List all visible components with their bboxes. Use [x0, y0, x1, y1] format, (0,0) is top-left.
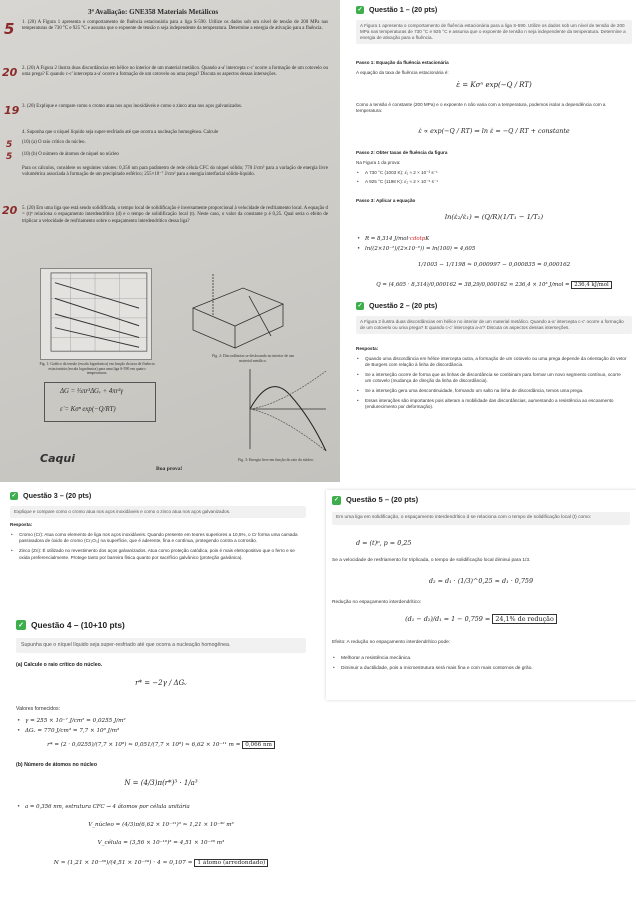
list-item: • Se a interseção gera uma descontinuidade, formando um salto na linha de discordância, temos uma prega.: [356, 388, 628, 394]
q1-rates-list: [356, 170, 626, 185]
q4-a-title: (a) Calcule o raio crítico do núcleo.: [16, 662, 103, 668]
q4-r-calc: [16, 742, 306, 749]
creep-graph: [40, 268, 152, 360]
list-item: • Diminuir a ductilidade, pois a microestrutura será mais fina e com mais contornos de grão.: [332, 664, 630, 674]
list-item: • γ = 255 × 10⁻⁷ J/cm² = 0,0255 J/m²: [16, 716, 306, 726]
hand-mark: 20: [2, 66, 18, 79]
check-icon: ✓: [16, 620, 26, 630]
r-constant: R = 8,314 J/mol·: [365, 236, 410, 242]
exam-question-2: 2. (20) A Figura 2 ilustra duas discordâncias em hélice no interior de um material metálico. Quando a-a' intercepta c-c' ocorre a formação de um cotovelo ou uma prega? E quando c-c' intercepta a-a' ocorre a formação de um cotovelo ou uma prega? Discuta os aspectos dessas interseções.: [22, 66, 328, 78]
energy-graph: [240, 365, 328, 453]
q4-b-title: (b) Número de átomos no núcleo: [16, 762, 97, 768]
q2-statement: A Figura 2 ilustra duas discordâncias em hélice no interior de um material metálico. Quando a-a' intercepta c-c' ocorre a formação de um cotovelo ou uma prega? E quando c-c' intercepta a-a'? Discuta os aspectos dessas interseções.: [356, 316, 632, 334]
q5-answer-box: 24,1% de redução: [492, 614, 557, 624]
check-icon: ✓: [357, 7, 363, 13]
list-item: • Melhorar a resistência mecânica.: [332, 654, 630, 664]
exam-question-1: 1. (20) A Figura 1 apresenta o comportamento de fluência estacionária para a liga S-590. Utilize os dados sob um nível de tensão de 200 MPa nas temperaturas de 730 °C e 925 °C e assuma que o expoente de tensão n seja independente da temperatura. Determine a energia de ativação para a fluência.: [22, 20, 328, 32]
q1-step3-title: Passo 3: Aplicar a equação: [356, 198, 416, 203]
nucleation-equation: ΔG = ⅓πr³ΔGᵥ + 4πr²γ: [60, 388, 124, 395]
q5-d2-eq: d₂ = d₁ · (1/3)^0,25 ≈ d₁ · 0,759: [428, 577, 534, 585]
q2-header: [356, 302, 437, 310]
q5-red-eq-text: (d₁ − d₂)/d₁ = 1 − 0,759 =: [405, 615, 491, 623]
q3-statement: Explique e compare como o cromo atua nos aços inoxidáveis e como o zinco atua nos aços galvanizados.: [10, 506, 306, 518]
q5-reduction-label: Redução no espaçamento interdendrítico:: [332, 600, 422, 605]
r-constant-unit: K: [425, 236, 430, 242]
exam-question-4a: (10) (a) O raio crítico do núcleo.: [22, 140, 86, 145]
fig3-caption: Fig. 3: Energia livre em função do raio do núcleo.: [238, 458, 314, 462]
q5-d-eq: d = (t)ᵖ, p = 0,25: [356, 539, 412, 547]
list-item: • Essas interações são importantes pois alteram a mobilidade das discordâncias, aumentando a resistência ao escoamento (endurecimento por deformação).: [356, 398, 628, 410]
q1-answer-box: 236,4 kJ/mol: [571, 281, 611, 289]
q1-dep-eq: ε̇ ∝ exp(−Q / RT) ⇒ ln ε̇ = −Q / RT + constante: [418, 127, 570, 135]
hand-mark: 5: [6, 152, 13, 162]
hand-mark: 5: [4, 20, 15, 38]
q1-q-calc: Q = (4,605 · 8,314)/0,000162 = 38,29/0,000162 ≈ 236,4 × 10³ J/mol =: [376, 282, 570, 288]
q3-bullets: [10, 532, 304, 561]
q1-inverse-t: 1/1003 − 1/1198 ≈ 0,000997 − 0,000835 = 0,000162: [417, 262, 571, 268]
signature: Caqui: [40, 452, 75, 465]
list-item: • Se a interseção ocorre de forma que as linhas de discordância se combinam para formar um novo segmento contínuo, ocorre um cotovelo (mudança de direção da linha de discordância).: [356, 372, 628, 384]
check-icon: ✓: [333, 497, 340, 504]
answer-card-q5: [326, 490, 636, 700]
q1-calc-list: [356, 234, 626, 254]
q1-statement: A Figura 1 apresenta o comportamento de fluência estacionária para a liga S-590. Utilize os dados sob um nível de tensão de 200 MPa nas temperaturas de 730 °C e 925 °C e assuma que o expoente de tensão n seja independente da temperatura. Determine a energia de ativação para a fluência.: [356, 20, 632, 44]
answer-card-q1-q2: [352, 0, 636, 482]
q4-r-answer-box: 0,066 nm: [242, 741, 275, 749]
exam-question-4c: Para os cálculos, considere os seguintes valores: 0,356 nm para parâmetro de rede célula CFC do níquel sólido; 770 J/cm³ para a variação de energia livre volumétrica associada à formação de um precipitado esférico; 255×10⁻⁷ J/cm² para a energia interfacial sólido-líquido.: [22, 166, 328, 178]
exam-footer: Boa prova!: [156, 466, 183, 472]
fig2-caption: Fig. 2: Discordâncias se deslocando no interior de um material metálico.: [212, 354, 294, 363]
q1-creep-eq: ε̇ = Kσⁿ exp(−Q / RT): [456, 81, 532, 89]
exam-question-4b: (10) (b) O número de átomos de níquel no núcleo: [22, 152, 119, 157]
hand-mark: 20: [2, 204, 18, 217]
q1-step1-title: Passo 1: Equação da fluência estacionária: [356, 60, 449, 65]
list-item: • ln((2×10⁻²)/(2×10⁻⁶)) = ln(100) = 4,605: [356, 244, 626, 254]
q5-effect: Efeito: A redução no espaçamento interdendrítico pode:: [332, 640, 451, 645]
q1-step1-text: A equação da taxa de fluência estacionária é:: [356, 70, 449, 75]
exam-photo: [0, 0, 340, 482]
check-icon: ✓: [357, 303, 363, 309]
list-item: • ΔGᵥ = 770 J/cm³ = 7,7 × 10⁸ J/m³: [16, 726, 306, 736]
q4-title: Questão 4 – (10+10 pts): [31, 619, 125, 630]
list-item: • Zinco (Zn): É utilizado no revestimento dos aços galvanizados. Atua como proteção catódica, pois é mais eletropositivo que o ferro e se oxida preferencialmente. Protege tanto por barreira física quanto por sacrifício galvânico (proteção galvânica).: [10, 548, 304, 560]
q4-r-eq: r* = −2γ / ΔGᵥ: [135, 679, 187, 687]
exam-question-3: 3. (20) Explique e compare como o cromo atua nos aços inoxidáveis e como o zinco atua nos aços galvanizados.: [22, 104, 243, 109]
q1-step2-text: Na Figura 1 da prova:: [356, 160, 401, 165]
q4-given: Valores fornecidos:: [16, 706, 61, 712]
q4-v-nucleo: V_núcleo = (4/3)π(6,62 × 10⁻¹¹)³ ≈ 1,21 × 10⁻³⁰ m³: [88, 822, 234, 828]
list-item: • Cromo (Cr): Atua como elemento de liga nos aços inoxidáveis. Quando presente em teores superiores a 10,5%, o Cr forma uma camada passivadora de óxido de cromo (Cr₂O₃) na superfície, que é aderente, fina e contínua, protegendo contra a corrosão.: [10, 532, 304, 544]
q2-bullets: [356, 356, 628, 410]
q4-n-eq: N = (4/3)π(r*)³ · 1/a³: [124, 779, 198, 787]
creep-equation: ε̇ = Kσⁿ exp(−Q/RT): [60, 406, 116, 413]
q2-answer-label: Resposta:: [356, 346, 379, 351]
check-icon: ✓: [11, 492, 17, 499]
q4-n-calc-text: N ≈ (1,21 × 10⁻³⁰)/(4,51 × 10⁻²⁹) · 4 ≈ 0,107 ≈: [53, 860, 193, 866]
q5-title: Questão 5 – (20 pts): [346, 495, 419, 505]
exam-question-5: 5. (20) Em uma liga que está sendo solidificada, o tempo local de solidificação é inversamente proporcional à velocidade de resfriamento local. A equação d = (t)ⁿ relaciona o espaçamento interdendrítico (d) e o tempo de solidificação local (t). Neste caso, o valor da constante p é 0,25. Qual seria o efeito de triplicar a velocidade de resfriamento sobre o espaçamento interdendrítico dessa liga?: [22, 206, 328, 224]
exam-question-4: 4. Suponha que o níquel líquido seja super-resfriado até que ocorra a nucleação homogênea. Calcule: [22, 130, 219, 135]
list-item: • Quando uma discordância em hélice intercepta outra, a formação de um cotovelo ou uma prega depende da orientação do vetor de Burgers com relação à linha de discordância.: [356, 356, 628, 368]
q3-title: Questão 3 – (20 pts): [23, 490, 92, 500]
q1-step2-title: Passo 2: Obter taxas de fluência da figura: [356, 150, 448, 155]
q4-v-celula: V_célula = (3,56 × 10⁻¹⁰)³ = 4,51 × 10⁻²⁹ m³: [97, 840, 225, 846]
list-item: • a = 0,356 nm, estrutura CFC → 4 átomos por célula unitária: [16, 804, 306, 811]
fig1-caption: Fig. 1: Gráfico da tensão (escala logarítmica) em função da taxa de fluência estacionária (escala logarítmica) para uma liga S-590 em quatro temperaturas.: [39, 362, 155, 376]
q1-step1-text2: Como a tensão é constante (200 MPa) e o expoente n não varia com a temperatura, podemos isolar a dependência com a temperatura:: [356, 102, 606, 113]
q1-q-result: [356, 282, 632, 288]
q5-statement: Em uma liga em solidificação, o espaçamento interdendrítico d se relaciona com o tempo de solidificação local (t) como:: [332, 512, 630, 525]
q4-n-answer-box: 1 átomo (arredondado): [194, 859, 268, 867]
q5-red-eq: [332, 616, 630, 623]
answer-card-q3: [0, 488, 310, 598]
q4-n-calc: [16, 860, 306, 867]
q4-header: [16, 620, 125, 630]
q5-text1: Se a velocidade de resfriamento for triplicada, o tempo de solidificação local diminui para 1/3.: [332, 558, 531, 563]
q5-header: [332, 496, 418, 505]
q3-answer-label: Resposta:: [10, 522, 33, 527]
q2-title: Questão 2 – (20 pts): [369, 301, 438, 310]
exam-title: 3ª Avaliação: GNE358 Materiais Metálicos: [88, 8, 219, 16]
q5-bullets: [332, 654, 630, 674]
list-item: [356, 234, 626, 244]
hand-mark: 19: [4, 104, 20, 117]
q3-header: [10, 492, 91, 500]
list-item: • A 730 °C (1003 K): ε̇₁ ≈ 2 × 10⁻² s⁻¹: [356, 170, 626, 176]
q4-r-calc-text: r* = (2 · 0,0255)/(7,7 × 10⁸) ≈ 0,051/(7,7 × 10⁸) ≈ 6,62 × 10⁻¹¹ m =: [47, 742, 241, 748]
q4-values: [16, 716, 306, 736]
q1-ln-eq: ln(ε̇₂/ε̇₁) = (Q/R)(1/T₁ − 1/T₂): [444, 213, 544, 221]
q1-title: Questão 1 – (20 pts): [369, 5, 438, 14]
dislocation-figure: [183, 268, 295, 352]
q4-cfc-list: [16, 804, 306, 811]
q1-header: [356, 6, 437, 14]
answer-card-q4: [0, 604, 310, 901]
list-item: • A 925 °C (1198 K): ε̇₂ ≈ 2 × 10⁻⁶ s⁻¹: [356, 179, 626, 185]
hand-mark: 5: [6, 140, 13, 150]
render-error-text: cdotp: [409, 236, 426, 242]
q4-statement: Supunha que o níquel líquido seja super-resfriado até que ocorra a nucleação homogênea.: [16, 638, 306, 653]
